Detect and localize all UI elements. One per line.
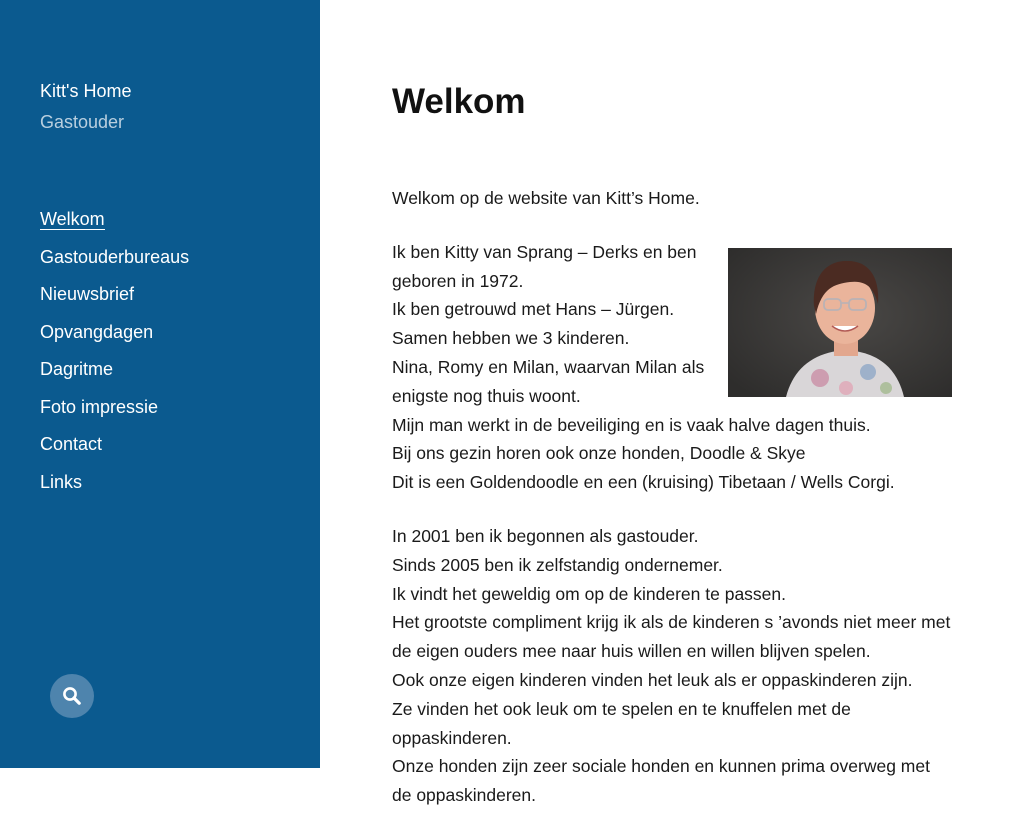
nav-item-welkom[interactable] (40, 207, 189, 245)
text-line: Sinds 2005 ben ik zelfstandig ondernemer. (392, 554, 723, 575)
paragraph-family (392, 238, 952, 497)
portrait-photo (728, 248, 952, 397)
nav-item-label[interactable]: Contact (40, 434, 103, 454)
text-line: Bij ons gezin horen ook onze honden, Doodle & Skye (392, 443, 806, 464)
text-line: In 2001 ben ik begonnen als gastouder. (392, 525, 699, 546)
site-tagline: Gastouder (40, 112, 125, 132)
nav-item-opvangdagen[interactable] (40, 320, 189, 358)
text-line: Dit is een Goldendoodle en een (kruising) Tibetaan / Wells Corgi. (392, 472, 895, 493)
article-body (392, 184, 952, 835)
text-line: Het grootste compliment krijg ik als de kinderen s ’avonds niet meer met de eigen ouders mee naar huis willen en willen blijven spelen. (392, 612, 951, 662)
nav-item-nieuwsbrief[interactable] (40, 282, 189, 320)
text-line: Ook onze eigen kinderen vinden het leuk als er oppaskinderen zijn. (392, 669, 913, 690)
text-line: Welkom op de website van Kitt’s Home. (392, 188, 700, 208)
nav-item-label[interactable]: Foto impressie (40, 396, 159, 417)
text-line: Ik ben Kitty van Sprang – Derks en ben geboren in 1972. (392, 241, 697, 291)
paragraph-intro (392, 184, 952, 213)
text-line: Nina, Romy en Milan, waarvan Milan als enigste nog thuis woont. (392, 356, 705, 406)
main-navigation (40, 207, 189, 507)
main-content (320, 0, 1024, 806)
site-title[interactable]: Kitt's Home (40, 81, 132, 101)
nav-item-label[interactable]: Dagritme (40, 359, 114, 379)
text-line: Ik ben getrouwd met Hans – Jürgen. (392, 299, 675, 320)
nav-item-links[interactable] (40, 470, 189, 508)
text-line: Ze vinden het ook leuk om te spelen en te knuffelen met de oppaskinderen. (392, 698, 851, 748)
nav-item-label[interactable]: Gastouderbureaus (40, 246, 190, 267)
nav-item-contact[interactable] (40, 432, 189, 470)
nav-item-gastouderbureaus[interactable] (40, 245, 189, 283)
paragraph-childcare (392, 522, 952, 810)
nav-item-label[interactable]: Welkom (40, 209, 105, 229)
nav-item-label[interactable]: Opvangdagen (40, 321, 154, 342)
text-line: Onze honden zijn zeer sociale honden en kunnen prima overweg met de oppaskinderen. (392, 756, 930, 806)
nav-item-label[interactable]: Nieuwsbrief (40, 284, 135, 304)
nav-item-label[interactable]: Links (40, 471, 83, 492)
text-line: Mijn man werkt in de beveiliging en is vaak halve dagen thuis. (392, 414, 871, 435)
search-icon (62, 686, 82, 706)
search-button[interactable] (50, 674, 94, 718)
text-line: Samen hebben we 3 kinderen. (392, 328, 630, 349)
nav-item-dagritme[interactable] (40, 357, 189, 395)
nav-item-foto-impressie[interactable] (40, 395, 189, 433)
page-title: Welkom (392, 82, 526, 121)
text-line: Ik vindt het geweldig om op de kinderen te passen. (392, 583, 786, 604)
sidebar (0, 0, 320, 768)
